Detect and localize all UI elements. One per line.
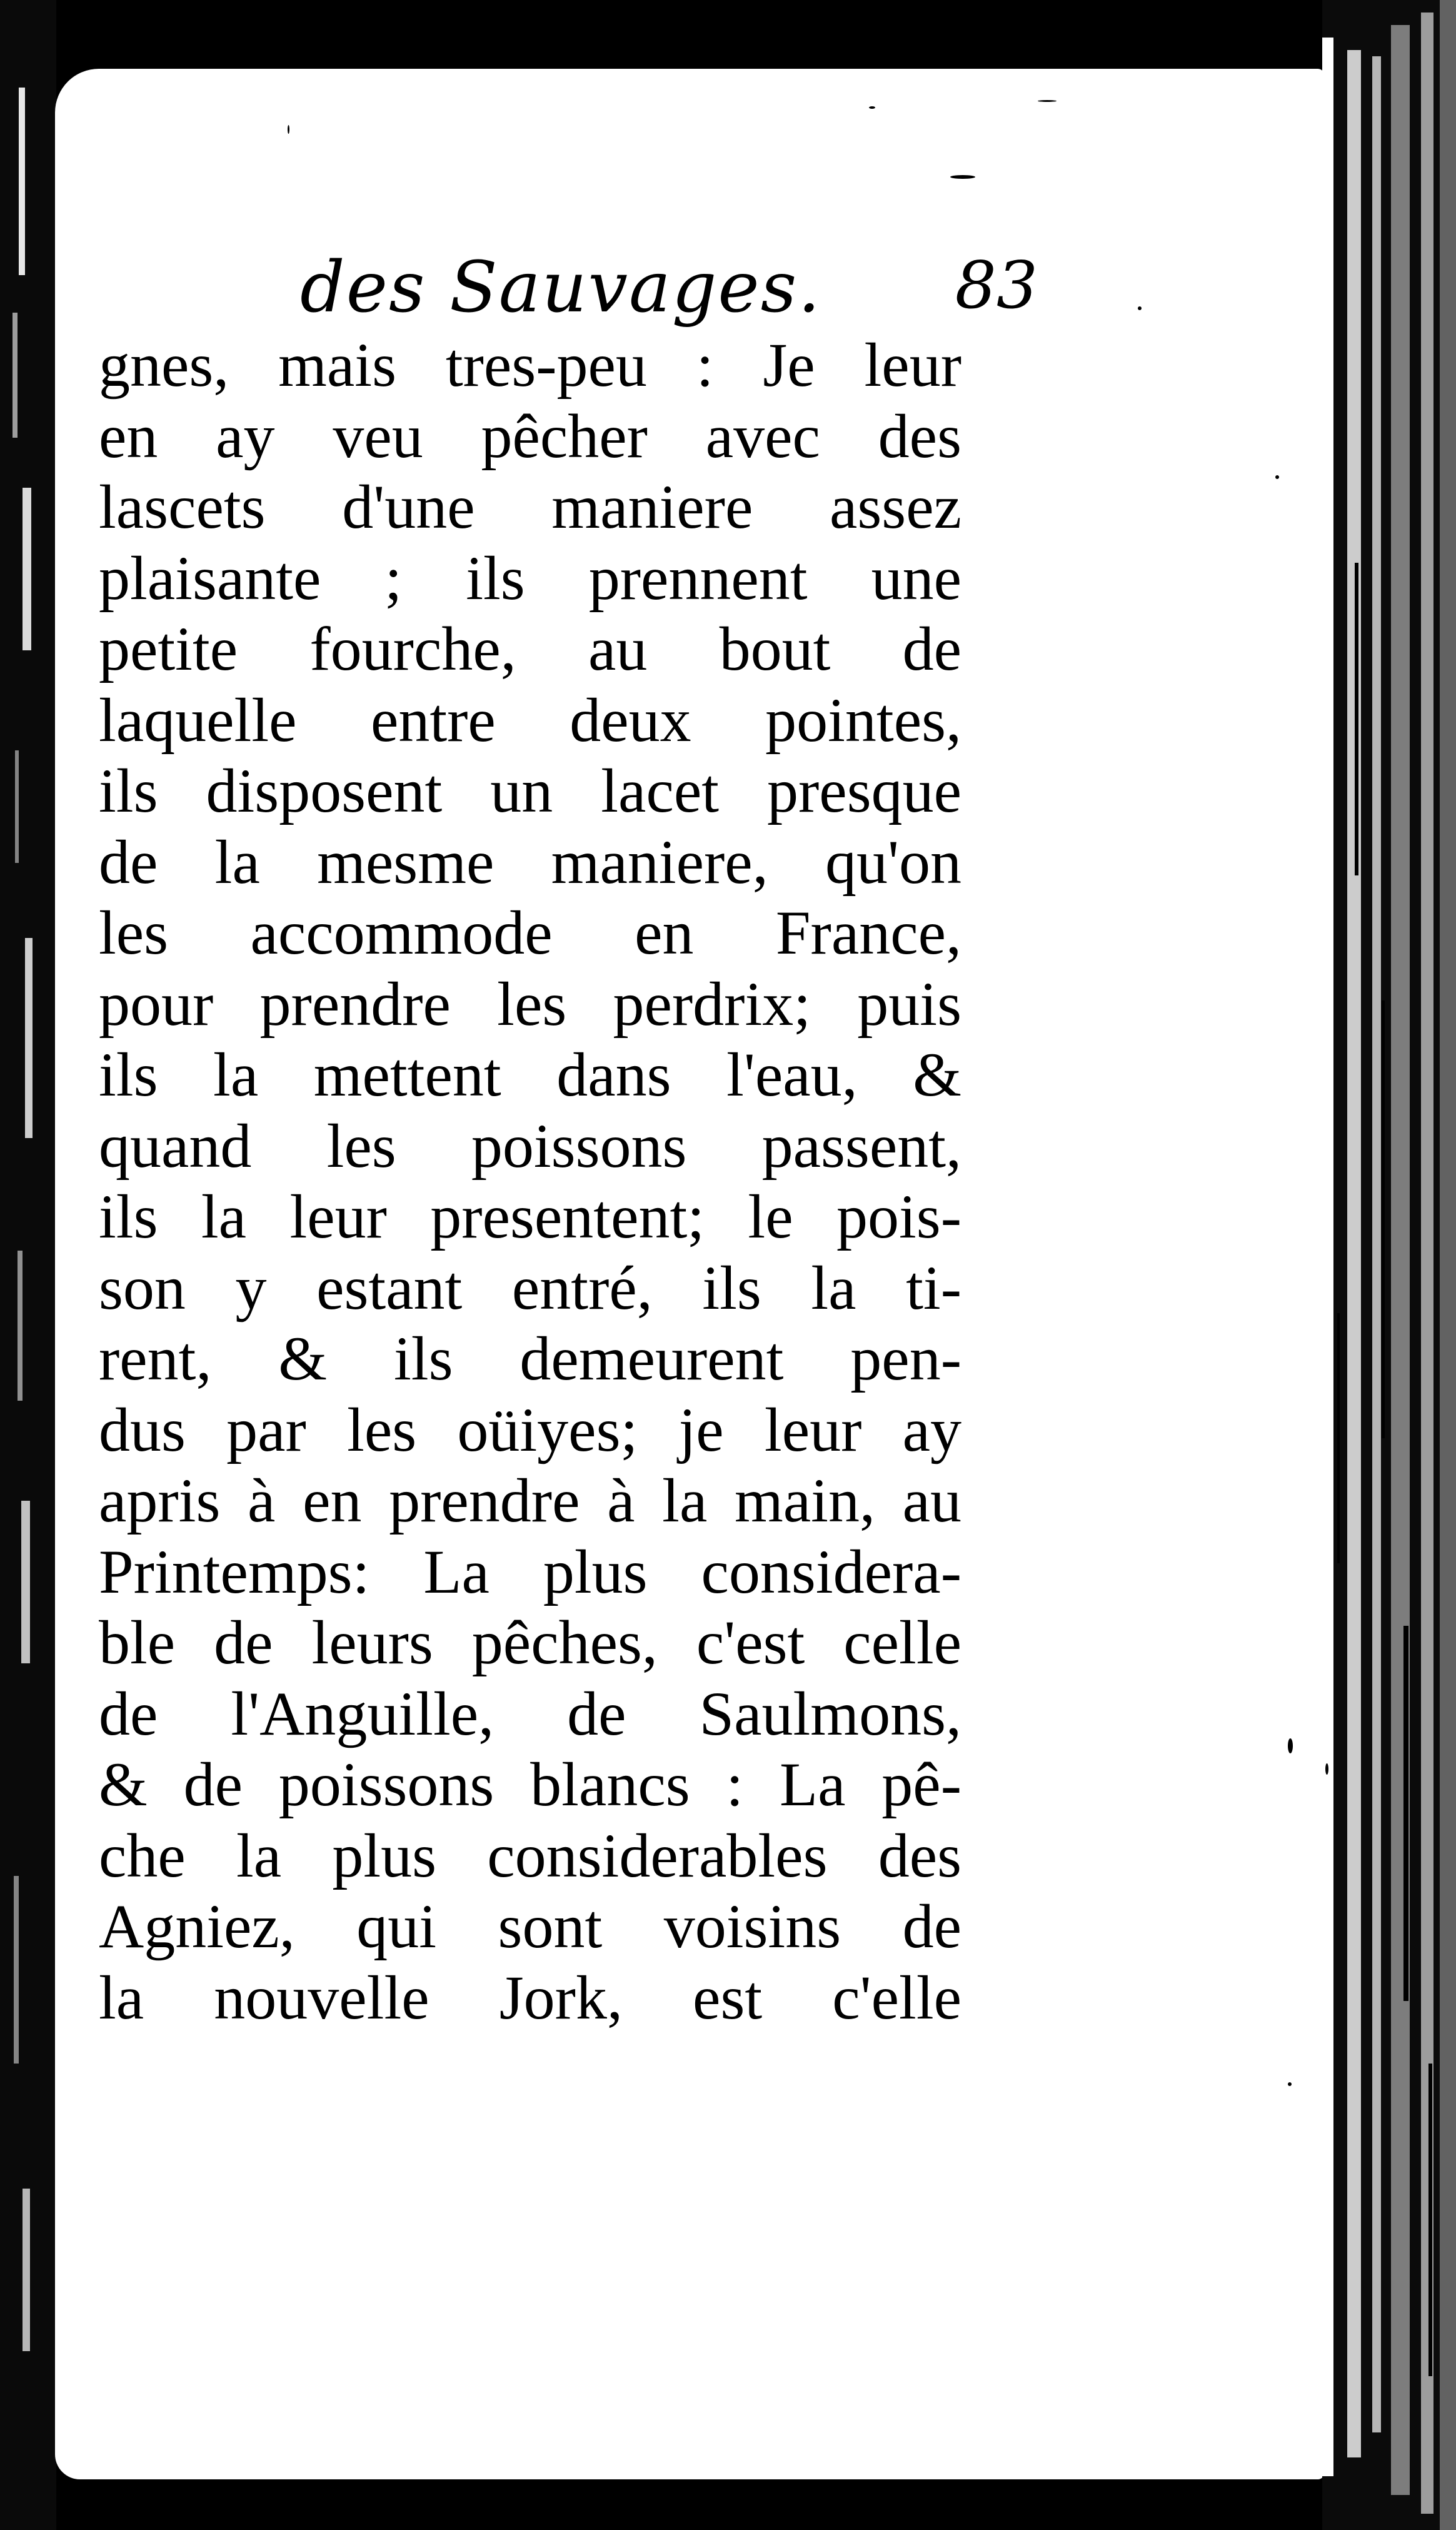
text-line: en ay veu pêcher avec des [99,401,961,471]
right-edge-noise [1322,0,1456,2530]
text-line: de l'Anguille, de Saulmons, [99,1678,961,1748]
text-line: Agniez, qui sont voisins de [99,1892,961,1961]
text-line: pour prendre les perdrix; puis [99,969,961,1039]
text-line: ils disposent un lacet presque [99,756,961,825]
text-line: rent, & ils demeurent pen- [99,1324,961,1393]
text-line: ils la leur presentent; le pois- [99,1182,961,1251]
text-line: & de poissons blancs : La pê- [99,1750,961,1819]
text-line: petite fourche, au bout de [99,614,961,683]
running-title: des Sauvages. [300,247,821,328]
body-text [99,330,961,2033]
left-edge-speckle [0,0,56,2530]
text-line: Printemps: La plus considera- [99,1536,961,1606]
text-line: les accommode en France, [99,898,961,967]
text-line: dus par les oüiyes; je leur ay [99,1394,961,1464]
text-line: son y estant entré, ils la ti- [99,1252,961,1323]
text-line: laquelle entre deux pointes, [99,685,961,755]
text-line: ils la mettent dans l'eau, & [99,1040,961,1109]
page-header [300,247,1038,328]
text-line: plaisante ; ils prennent une [99,543,961,613]
text-line: ble de leurs pêches, c'est celle [99,1608,961,1677]
text-line: quand les poissons passent, [99,1111,961,1181]
text-line: lascets d'une maniere assez [99,472,961,542]
page-number: 83 [955,247,1038,323]
text-line: la nouvelle Jork, est c'elle [99,1962,961,2032]
text-line: de la mesme maniere, qu'on [99,827,961,897]
text-line: che la plus considerables des [99,1820,961,1890]
text-line: gnes, mais tres-peu : Je leur [99,330,961,400]
text-line: apris à en prendre à la main, au [99,1466,961,1535]
